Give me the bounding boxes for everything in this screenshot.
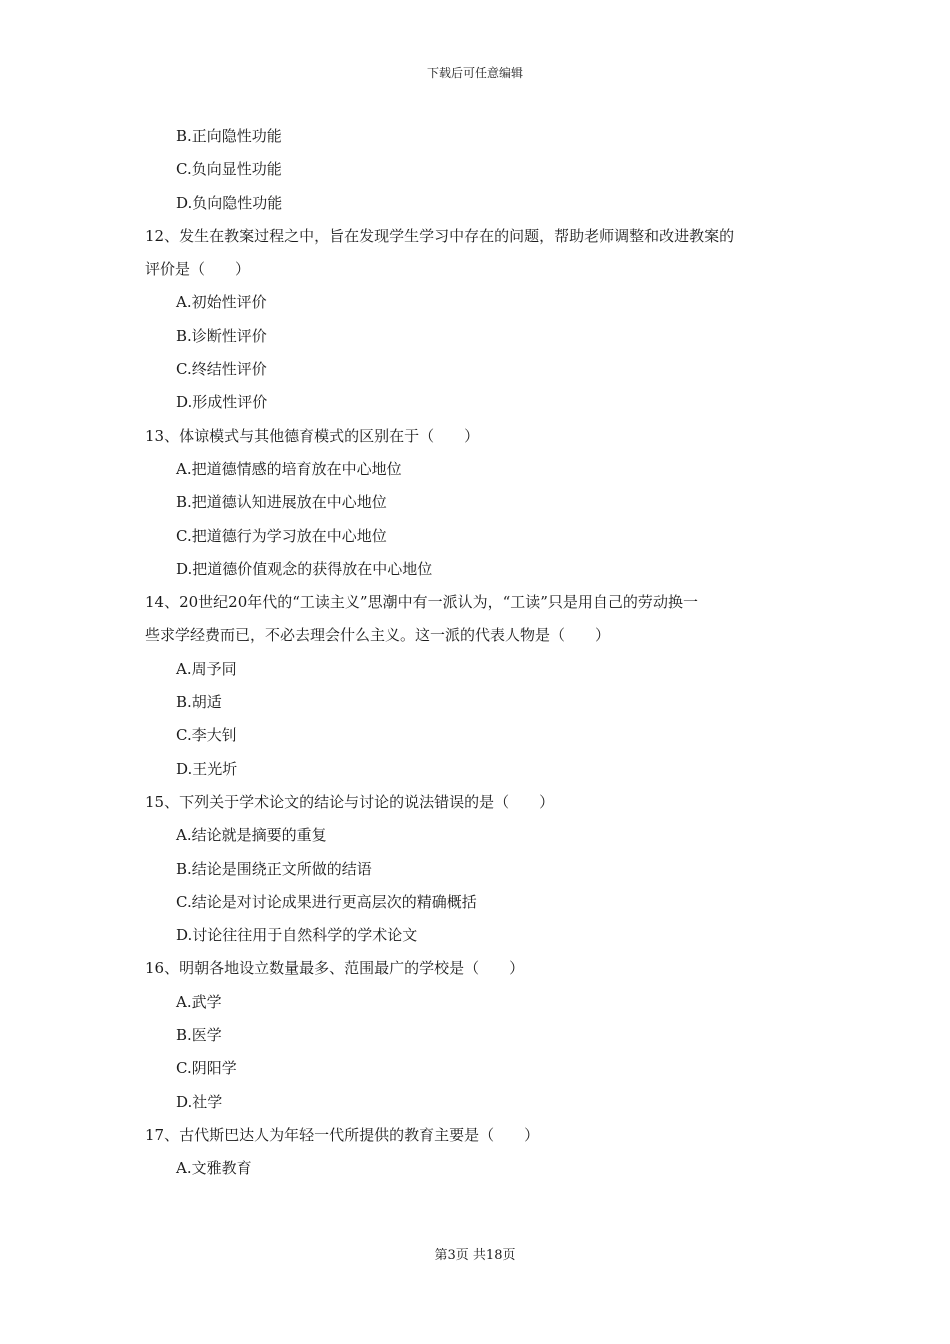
option-line: C.终结性评价 xyxy=(176,360,267,379)
question-line: 评价是（ ） xyxy=(145,260,251,279)
option-line: D.王光圻 xyxy=(176,759,238,778)
option-line: C.李大钊 xyxy=(176,726,237,745)
document-body xyxy=(145,120,825,1186)
option-line: A.把道德情感的培育放在中心地位 xyxy=(176,459,402,478)
page-footer: 第3页 共18页 xyxy=(434,1248,516,1263)
option-line: A.文雅教育 xyxy=(176,1159,252,1178)
question-line: 16、明朝各地设立数量最多、范围最广的学校是（ ） xyxy=(145,959,525,978)
option-line: C.结论是对讨论成果进行更高层次的精确概括 xyxy=(176,892,477,911)
question-line: 17、古代斯巴达人为年轻一代所提供的教育主要是（ ） xyxy=(145,1125,540,1144)
question-line: 些求学经费而已，不必去理会什么主义。这一派的代表人物是（ ） xyxy=(145,626,611,645)
page-header: 下载后可任意编辑 xyxy=(426,66,523,80)
option-line: B.把道德认知进展放在中心地位 xyxy=(176,493,387,512)
option-line: B.诊断性评价 xyxy=(176,326,267,345)
option-line: A.武学 xyxy=(176,992,222,1011)
option-line: C.把道德行为学习放在中心地位 xyxy=(176,526,387,545)
question-line: 14、20世纪20年代的“工读主义”思潮中有一派认为，“工读”只是用自己的劳动换一 xyxy=(145,593,698,612)
option-line: D.把道德价值观念的获得放在中心地位 xyxy=(176,559,433,578)
option-line: D.负向隐性功能 xyxy=(176,193,283,212)
option-line: D.讨论往往用于自然科学的学术论文 xyxy=(176,926,418,945)
option-line: C.阴阳学 xyxy=(176,1059,237,1078)
option-line: A.结论就是摘要的重复 xyxy=(176,826,327,845)
option-line: C.负向显性功能 xyxy=(176,160,282,179)
option-line: D.社学 xyxy=(176,1092,223,1111)
question-line: 15、下列关于学术论文的结论与讨论的说法错误的是（ ） xyxy=(145,792,555,811)
option-line: B.正向隐性功能 xyxy=(176,127,282,145)
question-line: 12、发生在教案过程之中，旨在发现学生学习中存在的问题，帮助老师调整和改进教案的 xyxy=(145,226,735,245)
question-line: 13、体谅模式与其他德育模式的区别在于（ ） xyxy=(145,426,480,445)
option-line: B.医学 xyxy=(176,1026,222,1045)
option-line: A.周予同 xyxy=(176,659,237,678)
option-line: B.胡适 xyxy=(176,693,222,712)
option-line: A.初始性评价 xyxy=(176,293,267,312)
option-line: D.形成性评价 xyxy=(176,393,268,412)
option-line: B.结论是围绕正文所做的结语 xyxy=(176,859,372,878)
